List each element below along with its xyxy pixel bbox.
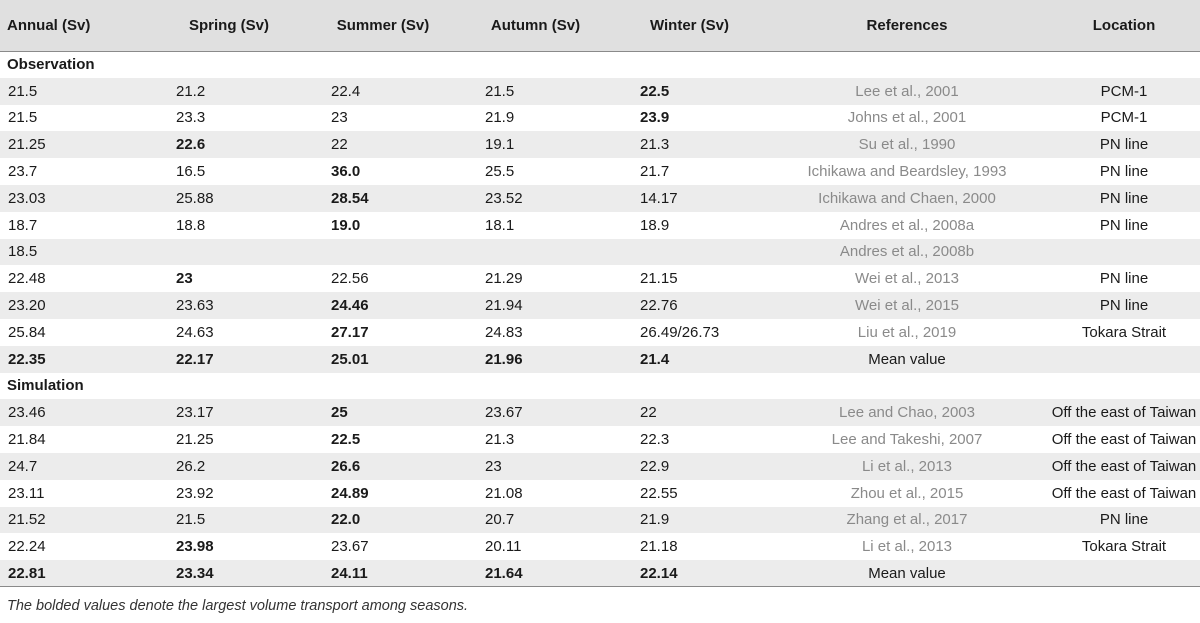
cell-autumn: 20.11 xyxy=(485,538,522,556)
cell-annual: 25.84 xyxy=(8,323,46,341)
cell-autumn: 21.29 xyxy=(485,270,523,288)
cell-summer: 25.01 xyxy=(331,350,369,368)
cell-winter: 22.9 xyxy=(640,457,670,475)
cell-reference: Wei et al., 2015 xyxy=(855,297,959,315)
mean-row xyxy=(0,346,1200,373)
cell-location: PCM-1 xyxy=(1100,82,1148,100)
cell-autumn: 21.5 xyxy=(485,82,515,100)
cell-reference: Johns et al., 2001 xyxy=(847,109,967,127)
cell-autumn xyxy=(458,239,613,266)
cell-reference: Andres et al., 2008a xyxy=(839,216,975,234)
cell-summer: 22.4 xyxy=(331,82,361,100)
cell-summer: 26.6 xyxy=(331,457,361,475)
cell-spring: 21.5 xyxy=(176,511,206,529)
cell-location: Off the east of Taiwan xyxy=(1051,404,1197,422)
cell-reference: Mean value xyxy=(868,350,946,368)
table-row xyxy=(0,480,1200,507)
cell-annual: 22.48 xyxy=(8,270,46,288)
table-row xyxy=(0,399,1200,426)
cell-spring: 18.8 xyxy=(176,216,206,234)
cell-annual: 21.25 xyxy=(8,136,46,154)
table-row xyxy=(0,212,1200,239)
cell-spring: 16.5 xyxy=(176,163,206,181)
cell-annual: 23.20 xyxy=(8,297,46,315)
cell-autumn: 23.67 xyxy=(485,404,523,422)
cell-winter: 22 xyxy=(640,404,657,422)
header-summer: Summer (Sv) xyxy=(308,0,458,51)
cell-summer: 22.5 xyxy=(331,431,361,449)
cell-autumn: 18.1 xyxy=(485,216,515,234)
cell-annual: 24.7 xyxy=(8,457,38,475)
cell-autumn: 23.52 xyxy=(485,189,523,207)
cell-winter: 21.4 xyxy=(640,350,670,368)
cell-winter: 21.9 xyxy=(640,511,670,529)
cell-winter: 14.17 xyxy=(640,189,678,207)
cell-reference: Ichikawa and Chaen, 2000 xyxy=(818,189,996,207)
cell-reference: Ichikawa and Beardsley, 1993 xyxy=(807,163,1007,181)
cell-spring: 23.63 xyxy=(176,297,214,315)
cell-summer: 24.46 xyxy=(331,297,369,315)
table-row xyxy=(0,78,1200,105)
cell-annual: 22.81 xyxy=(0,560,150,587)
cell-reference: Zhou et al., 2015 xyxy=(850,484,964,502)
cell-annual: 23.11 xyxy=(8,484,45,502)
cell-spring: 23.98 xyxy=(176,538,214,556)
header-autumn: Autumn (Sv) xyxy=(458,0,613,51)
cell-spring: 26.2 xyxy=(176,457,206,475)
cell-summer: 28.54 xyxy=(331,189,369,207)
cell-spring: 24.63 xyxy=(176,323,214,341)
cell-location: PN line xyxy=(1099,216,1149,234)
cell-reference: Lee et al., 2001 xyxy=(855,82,959,100)
table-row xyxy=(0,319,1200,346)
cell-spring: 21.2 xyxy=(176,82,206,100)
header-references: References xyxy=(766,0,1048,51)
header-row xyxy=(0,0,1200,51)
table-row xyxy=(0,426,1200,453)
cell-autumn: 21.96 xyxy=(485,350,523,368)
cell-location: Tokara Strait xyxy=(1081,538,1167,556)
table-row xyxy=(0,507,1200,534)
cell-location: Tokara Strait xyxy=(1081,323,1167,341)
cell-reference: Li et al., 2013 xyxy=(861,457,953,475)
cell-location: Off the east of Taiwan xyxy=(1051,484,1197,502)
cell-autumn: 23 xyxy=(485,457,502,475)
cell-reference: Lee and Chao, 2003 xyxy=(839,404,975,422)
section-row xyxy=(0,51,1200,78)
cell-summer: 36.0 xyxy=(331,163,361,181)
cell-winter: 22.3 xyxy=(640,431,670,449)
cell-reference: Mean value xyxy=(766,560,1048,587)
cell-location xyxy=(1048,560,1200,587)
cell-location: PN line xyxy=(1099,297,1149,315)
cell-summer: 22.56 xyxy=(331,270,369,288)
section-label: Simulation xyxy=(7,377,84,395)
cell-spring: 23 xyxy=(176,270,193,288)
cell-autumn: 24.83 xyxy=(485,323,523,341)
cell-annual: 21.5 xyxy=(8,82,38,100)
cell-summer: 23 xyxy=(331,109,348,127)
table-body xyxy=(0,51,1200,587)
cell-annual: 18.7 xyxy=(8,216,38,234)
cell-autumn: 19.1 xyxy=(485,136,515,154)
table-row xyxy=(0,533,1200,560)
cell-annual: 23.7 xyxy=(8,163,38,181)
cell-autumn: 25.5 xyxy=(485,163,515,181)
cell-reference: Lee and Takeshi, 2007 xyxy=(831,431,983,449)
cell-reference: Su et al., 1990 xyxy=(858,136,956,154)
cell-annual: 22.35 xyxy=(8,350,46,368)
table-row xyxy=(0,292,1200,319)
cell-location: PN line xyxy=(1099,189,1149,207)
cell-winter: 18.9 xyxy=(640,216,670,234)
section-row xyxy=(0,373,1200,400)
cell-winter: 22.55 xyxy=(640,484,678,502)
cell-summer: 22 xyxy=(331,136,348,154)
cell-reference: Zhang et al., 2017 xyxy=(846,511,968,529)
footnote: The bolded values denote the largest volume transport among seasons. xyxy=(7,598,469,614)
cell-annual: 21.84 xyxy=(8,431,46,449)
table-row xyxy=(0,453,1200,480)
cell-spring: 22.17 xyxy=(176,350,214,368)
cell-autumn: 21.9 xyxy=(485,109,515,127)
table-row xyxy=(0,265,1200,292)
cell-location: PN line xyxy=(1099,270,1149,288)
cell-location: Off the east of Taiwan xyxy=(1051,431,1197,449)
cell-annual: 21.5 xyxy=(8,109,38,127)
table-row xyxy=(0,239,1200,266)
cell-autumn: 20.7 xyxy=(485,511,515,529)
cell-autumn: 21.08 xyxy=(485,484,523,502)
cell-annual: 21.52 xyxy=(8,511,46,529)
cell-winter: 23.9 xyxy=(640,109,670,127)
cell-spring xyxy=(150,239,308,266)
cell-annual: 23.46 xyxy=(8,404,46,422)
cell-winter: 21.18 xyxy=(640,538,678,556)
cell-summer: 23.67 xyxy=(331,538,369,556)
cell-location: PN line xyxy=(1099,511,1149,529)
table-row xyxy=(0,158,1200,185)
cell-reference: Wei et al., 2013 xyxy=(855,270,959,288)
cell-autumn: 21.64 xyxy=(458,560,613,587)
cell-spring: 21.25 xyxy=(176,431,214,449)
cell-autumn: 21.94 xyxy=(485,297,523,315)
cell-winter: 22.5 xyxy=(640,82,670,100)
mean-row xyxy=(0,560,1200,587)
table-row xyxy=(0,105,1200,132)
cell-reference: Li et al., 2013 xyxy=(861,538,953,556)
cell-location: PN line xyxy=(1099,163,1149,181)
header-winter: Winter (Sv) xyxy=(613,0,766,51)
table-row xyxy=(0,131,1200,158)
cell-winter: 21.7 xyxy=(640,163,670,181)
cell-reference: Andres et al., 2008b xyxy=(839,243,975,261)
cell-summer: 25 xyxy=(331,404,348,422)
cell-winter xyxy=(613,239,766,266)
cell-annual: 22.24 xyxy=(8,538,46,556)
table-row xyxy=(0,185,1200,212)
header-location: Location xyxy=(1048,0,1200,51)
cell-spring: 23.34 xyxy=(150,560,308,587)
cell-summer: 24.89 xyxy=(331,484,369,502)
cell-summer: 22.0 xyxy=(331,511,361,529)
cell-spring: 23.3 xyxy=(176,109,206,127)
cell-location xyxy=(1048,239,1200,266)
section-label: Observation xyxy=(7,56,95,74)
cell-autumn: 21.3 xyxy=(485,431,515,449)
cell-winter: 21.15 xyxy=(640,270,678,288)
cell-location: PCM-1 xyxy=(1100,109,1148,127)
cell-location: PN line xyxy=(1099,136,1149,154)
cell-annual: 23.03 xyxy=(8,189,46,207)
cell-spring: 22.6 xyxy=(176,136,206,154)
cell-spring: 23.92 xyxy=(176,484,214,502)
cell-location: Off the east of Taiwan xyxy=(1051,457,1197,475)
cell-location xyxy=(1048,346,1200,373)
header-annual: Annual (Sv) xyxy=(0,0,150,51)
cell-winter: 22.14 xyxy=(613,560,766,587)
cell-annual: 18.5 xyxy=(8,243,38,261)
cell-spring: 23.17 xyxy=(176,404,214,422)
cell-summer: 27.17 xyxy=(331,323,369,341)
cell-reference: Liu et al., 2019 xyxy=(857,323,957,341)
cell-summer: 24.11 xyxy=(308,560,458,587)
cell-winter: 21.3 xyxy=(640,136,670,154)
header-spring: Spring (Sv) xyxy=(150,0,308,51)
cell-winter: 26.49/26.73 xyxy=(640,323,720,341)
cell-summer xyxy=(308,239,458,266)
cell-summer: 19.0 xyxy=(331,216,361,234)
cell-winter: 22.76 xyxy=(640,297,678,315)
cell-spring: 25.88 xyxy=(176,189,214,207)
